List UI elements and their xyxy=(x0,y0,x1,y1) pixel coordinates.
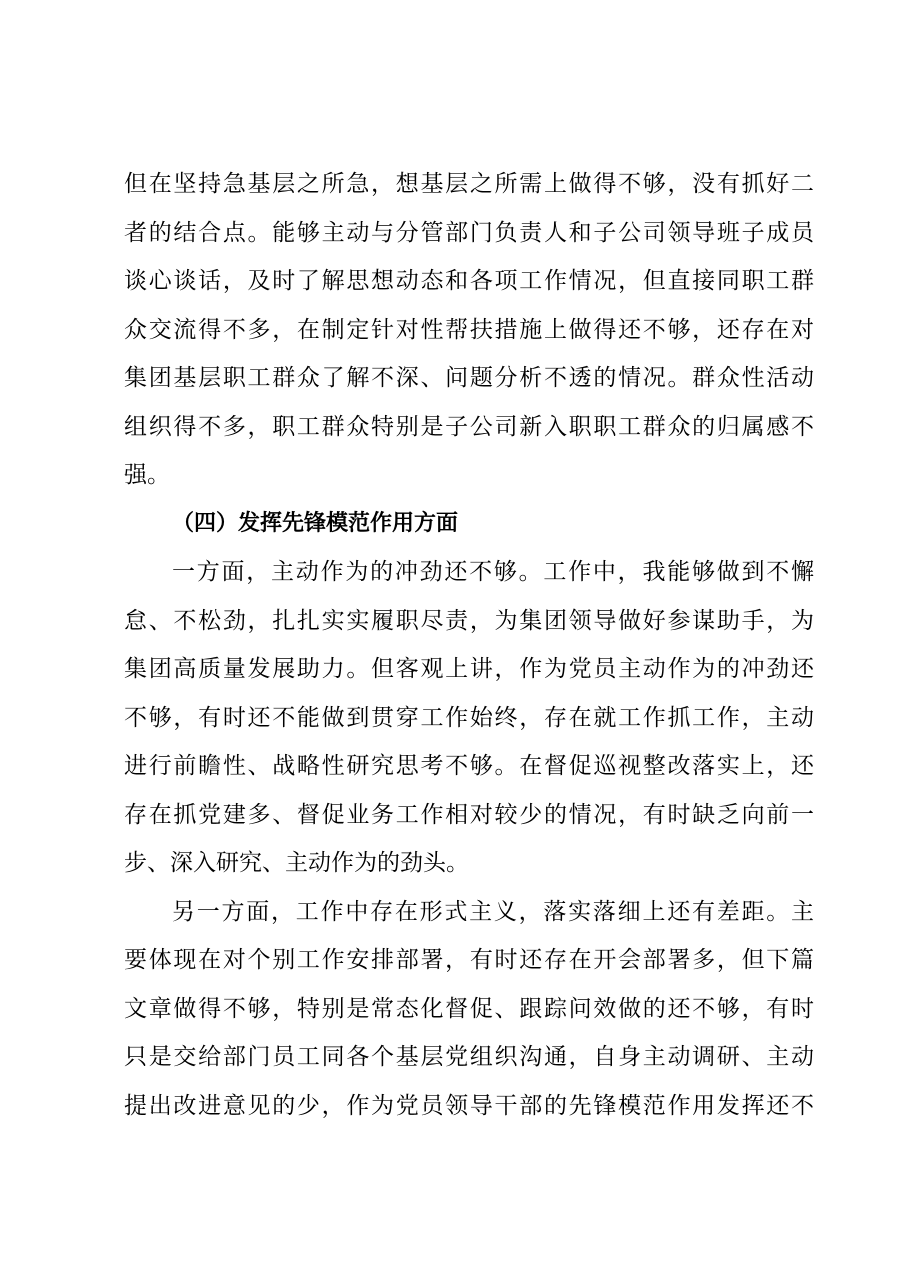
paragraph-1-line-6: 组织得不多，职工群众特别是子公司新入职职工群众的归属感不 xyxy=(124,414,814,440)
paragraph-2-line-5: 进行前瞻性、战略性研究思考不够。在督促巡视整改落实上，还 xyxy=(124,753,814,779)
paragraph-1-line-1: 但在坚持急基层之所急，想基层之所需上做得不够，没有抓好二 xyxy=(124,171,814,197)
paragraph-3-line-1: 另一方面，工作中存在形式主义，落实落细上还有差距。主 xyxy=(172,899,814,925)
paragraph-2-line-3: 集团高质量发展助力。但客观上讲，作为党员主动作为的冲劲还 xyxy=(124,656,814,682)
paragraph-3-line-2: 要体现在对个别工作安排部署，有时还存在开会部署多，但下篇 xyxy=(124,947,814,973)
paragraph-2-line-4: 不够，有时还不能做到贯穿工作始终，存在就工作抓工作，主动 xyxy=(124,705,814,731)
paragraph-2-line-2: 怠、不松劲，扎扎实实履职尽责，为集团领导做好参谋助手，为 xyxy=(124,608,814,634)
paragraph-1-line-5: 集团基层职工群众了解不深、问题分析不透的情况。群众性活动 xyxy=(124,365,814,391)
paragraph-3-line-5: 提出改进意见的少，作为党员领导干部的先锋模范作用发挥还不 xyxy=(124,1093,814,1119)
paragraph-2-line-7: 步、深入研究、主动作为的劲头。 xyxy=(124,850,469,876)
paragraph-1-line-2: 者的结合点。能够主动与分管部门负责人和子公司领导班子成员 xyxy=(124,220,814,246)
paragraph-2-line-6: 存在抓党建多、督促业务工作相对较少的情况，有时缺乏向前一 xyxy=(124,802,814,828)
section-heading: （四）发挥先锋模范作用方面 xyxy=(172,511,459,536)
paragraph-1-line-7: 强。 xyxy=(124,462,170,488)
paragraph-3-line-4: 只是交给部门员工同各个基层党组织沟通，自身主动调研、主动 xyxy=(124,1044,814,1070)
paragraph-1-line-4: 众交流得不多，在制定针对性帮扶措施上做得还不够，还存在对 xyxy=(124,317,814,343)
paragraph-1-line-3: 谈心谈话，及时了解思想动态和各项工作情况，但直接同职工群 xyxy=(124,268,814,294)
paragraph-3-line-3: 文章做得不够，特别是常态化督促、跟踪问效做的还不够，有时 xyxy=(124,996,814,1022)
paragraph-2-line-1: 一方面，主动作为的冲劲还不够。工作中，我能够做到不懈 xyxy=(172,559,814,585)
